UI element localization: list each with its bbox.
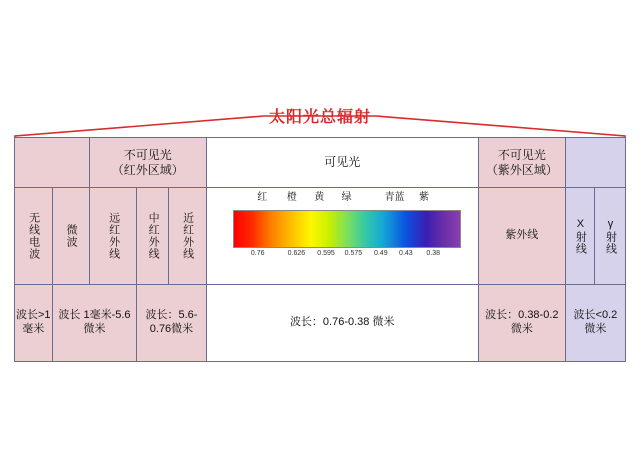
band-label-microwave: 微波 xyxy=(65,224,78,248)
spectrum-tick-label: 0.626 xyxy=(287,249,306,257)
header-cell-invisible-ultraviolet xyxy=(479,138,566,188)
header-invisible-uv-line1: 不可见光 xyxy=(497,147,546,162)
band-cell-microwave xyxy=(53,188,91,285)
spectrum-color-label: 绿 xyxy=(341,191,352,203)
spectrum-tick-label: 0.38 xyxy=(426,249,441,257)
spectrum-tick-label: 0.575 xyxy=(344,249,363,257)
spectrum-color-label: 红 xyxy=(257,191,268,203)
spectrum-color-label: 橙 xyxy=(286,191,297,203)
band-cell-near-infrared xyxy=(169,188,207,285)
spectrum-gradient-bar xyxy=(233,210,461,248)
band-cell-far-infrared xyxy=(90,188,137,285)
bracket-decoration xyxy=(14,112,626,140)
spectrum-color-label: 青蓝 xyxy=(384,191,405,203)
header-cell-visible-light: 可见光 xyxy=(207,138,479,188)
band-label-radio-wave: 无线电波 xyxy=(27,212,40,260)
band-cell-ultraviolet: 紫外线 xyxy=(479,188,566,285)
spectrum-tick-label: 0.49 xyxy=(373,249,388,257)
spectrum-color-label: 黄 xyxy=(314,191,325,203)
spectrum-table xyxy=(14,137,626,362)
band-label-gamma-ray: γ射线 xyxy=(604,217,617,255)
spectrum-tick-label: 0.595 xyxy=(317,249,335,257)
visible-spectrum-graphic xyxy=(207,188,478,285)
band-label-x-ray: X射线 xyxy=(574,217,587,255)
wavelength-cell-x-gamma: 波长<0.2 微米 xyxy=(566,285,625,361)
spectrum-tick-label: 0.43 xyxy=(399,249,413,257)
header-cell-empty-right xyxy=(566,138,625,188)
spectrum-wavelength-ticks xyxy=(207,250,479,262)
spectrum-color-label: 紫 xyxy=(419,191,430,203)
band-cell-mid-infrared xyxy=(137,188,169,285)
header-cell-invisible-infrared xyxy=(90,138,206,188)
wavelength-cell-radio-wave: 波长>1毫米 xyxy=(15,285,53,361)
table-header-row xyxy=(15,138,625,188)
page-title: 太阳光总辐射 xyxy=(268,109,371,126)
wavelength-cell-mid-near-ir: 波长：5.6-0.76微米 xyxy=(137,285,206,361)
table-wavelength-row xyxy=(15,285,625,361)
band-cell-visible-spectrum xyxy=(207,188,479,285)
band-cell-x-ray xyxy=(566,188,596,285)
header-invisible-ir-line1: 不可见光 xyxy=(123,147,172,162)
wavelength-cell-ultraviolet: 波长：0.38-0.2 微米 xyxy=(479,285,566,361)
band-label-near-infrared: 近红外线 xyxy=(181,212,194,260)
header-cell-empty-left xyxy=(15,138,90,188)
band-label-far-infrared: 远红外线 xyxy=(107,212,120,260)
band-cell-gamma-ray xyxy=(595,188,625,285)
wavelength-cell-microwave-far-ir: 波长 1毫米-5.6微米 xyxy=(53,285,138,361)
band-cell-radio-wave xyxy=(15,188,53,285)
header-invisible-uv-line2: （紫外区域） xyxy=(485,162,558,177)
spectrum-color-labels xyxy=(207,192,479,208)
header-invisible-ir-line2: （红外区域） xyxy=(111,162,184,177)
table-band-row xyxy=(15,188,625,285)
wavelength-cell-visible: 波长：0.76-0.38 微米 xyxy=(207,285,479,361)
band-label-mid-infrared: 中红外线 xyxy=(147,212,160,260)
spectrum-tick-label: 0.76 xyxy=(250,249,265,257)
